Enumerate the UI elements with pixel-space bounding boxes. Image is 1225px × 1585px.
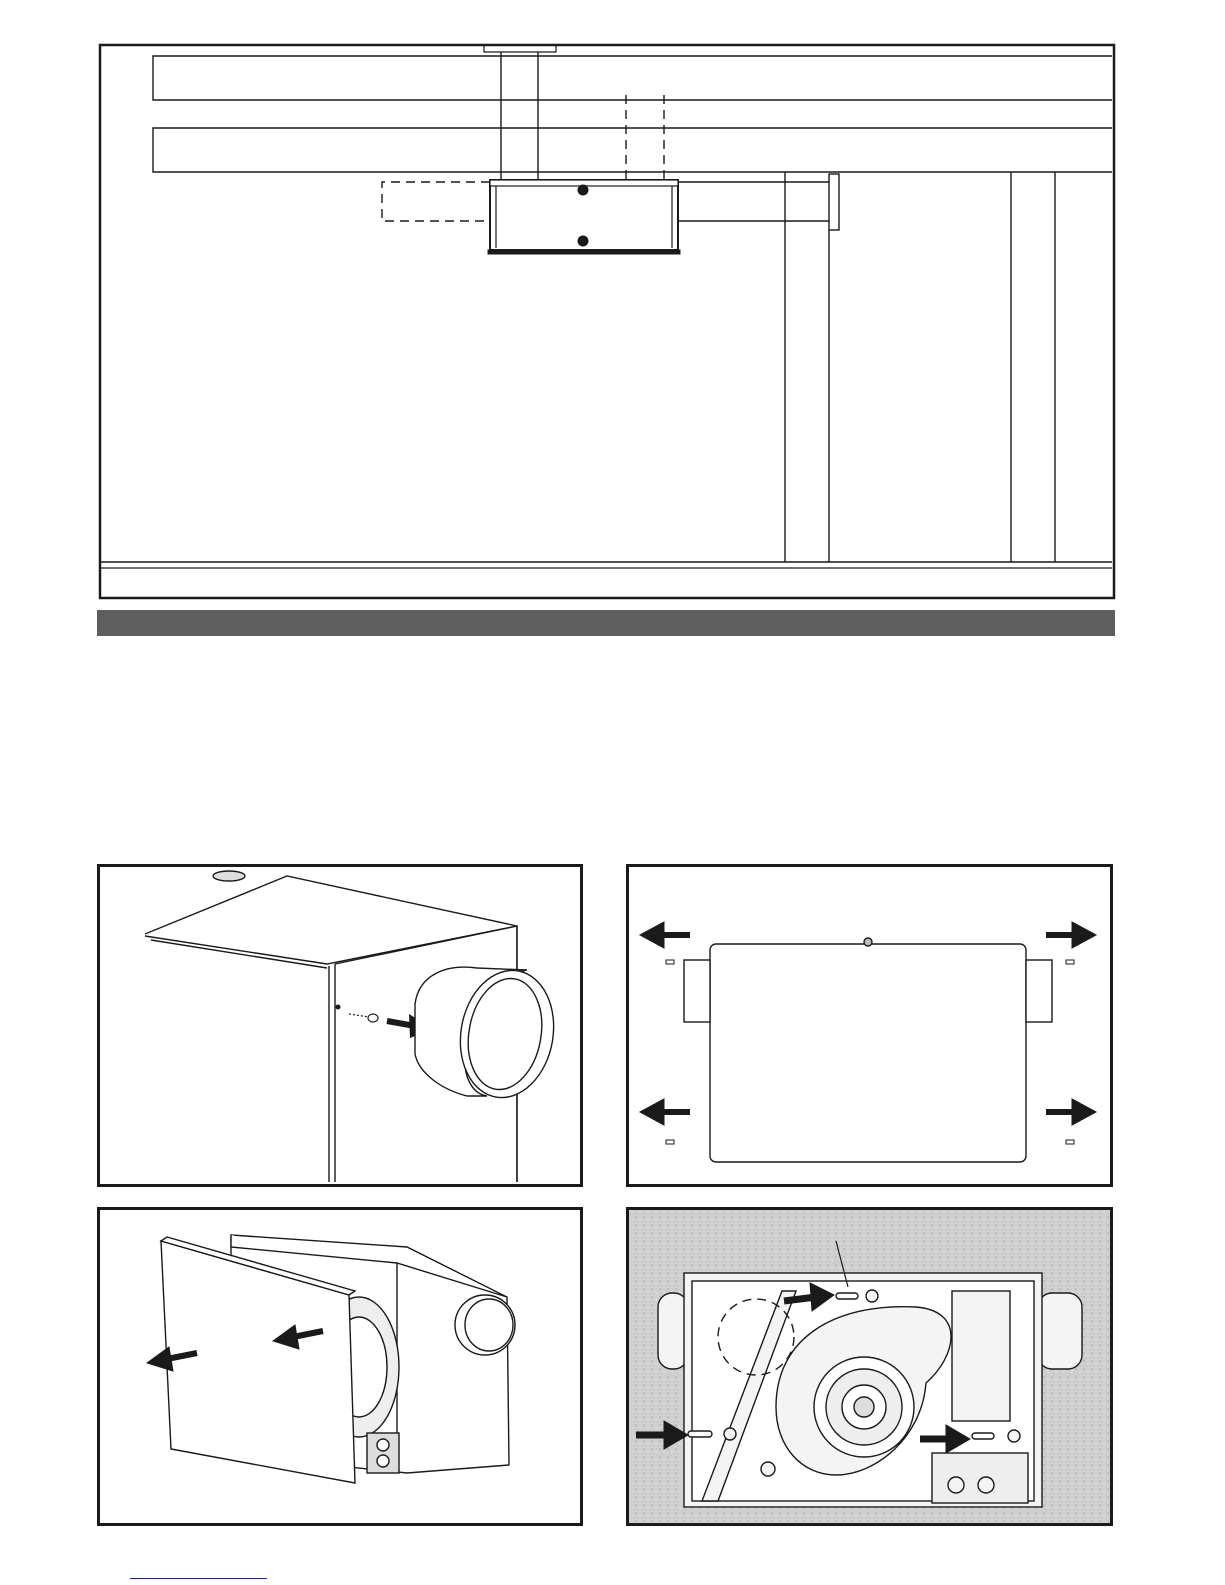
ventilation-unit <box>488 180 680 254</box>
upper-joist <box>153 56 1112 100</box>
footer-link-underline <box>130 1578 267 1579</box>
collar-screws-top-view <box>626 864 1113 1187</box>
interior-mounting-view <box>626 1207 1113 1526</box>
duct-collar-removal <box>97 864 583 1187</box>
access-panel-removal <box>97 1207 583 1526</box>
lower-joist <box>153 128 1112 172</box>
section-heading <box>97 610 1115 636</box>
installation-cross-section <box>0 0 1225 605</box>
